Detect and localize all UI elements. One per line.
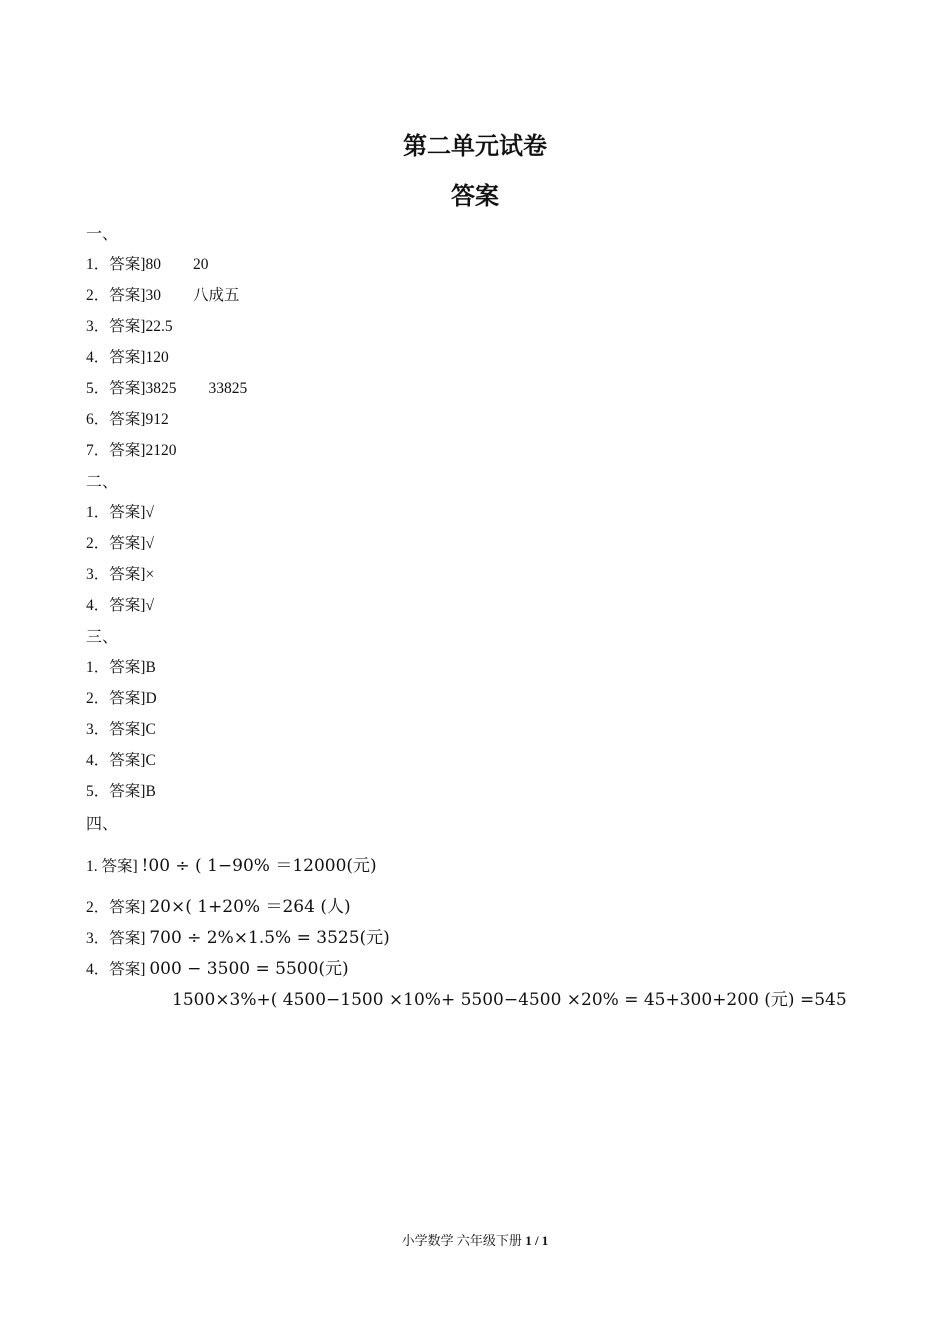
answer-item: 1．答案]B: [86, 659, 156, 676]
answer-item: 2．答案]√: [86, 535, 154, 552]
answer-item: 5．答案]B: [86, 783, 156, 800]
answer-item: 4．答案]C: [86, 752, 156, 769]
section-heading: 三、: [86, 629, 119, 646]
answer-item: 4．答案] 000 − 3500 = 5500(元): [86, 959, 349, 979]
section-heading: 二、: [86, 474, 119, 491]
section-heading: 四、: [86, 816, 119, 833]
answer-item: 4．答案]120: [86, 349, 169, 366]
page-number: 1 / 1: [525, 1233, 549, 1248]
formula: 000 − 3500 = 5500(元): [149, 959, 349, 979]
section-heading: 一、: [86, 226, 119, 243]
answer-item: 7．答案]2120: [86, 442, 177, 459]
answer-item: 2．答案] 20×( 1+20% ＝264 (人): [86, 897, 351, 917]
answer-item: 2．答案]30 八成五: [86, 287, 240, 304]
answer-item: 1．答案]80 20: [86, 256, 209, 273]
formula: !00 ÷ ( 1−90% ＝12000(元): [141, 856, 377, 876]
formula: 1500×3%+( 4500−1500 ×10%+ 5500−4500 ×20% = 45+300+200 (元) =545: [172, 990, 847, 1010]
page-footer: 小学数学 六年级下册 1 / 1: [401, 1233, 549, 1248]
answer-item: 4．答案]√: [86, 597, 154, 614]
answer-item: 3．答案]×: [86, 566, 155, 583]
answer-item: 3．答案]C: [86, 721, 156, 738]
answer-item: 5．答案]3825 33825: [86, 380, 248, 397]
page-title: 第二单元试卷: [403, 132, 547, 160]
answer-item: 3．答案] 700 ÷ 2%×1.5% = 3525(元): [86, 928, 390, 948]
formula: 20×( 1+20% ＝264 (人): [149, 897, 351, 917]
answer-item: 1. 答案] !00 ÷ ( 1−90% ＝12000(元): [86, 856, 377, 876]
answer-item: 2．答案]D: [86, 690, 157, 707]
answer-item: 6．答案]912: [86, 411, 169, 428]
page-subtitle: 答案: [451, 182, 499, 210]
answer-item: 1．答案]√: [86, 504, 154, 521]
answer-item: 3．答案]22.5: [86, 318, 173, 335]
formula: 700 ÷ 2%×1.5% = 3525(元): [149, 928, 390, 948]
